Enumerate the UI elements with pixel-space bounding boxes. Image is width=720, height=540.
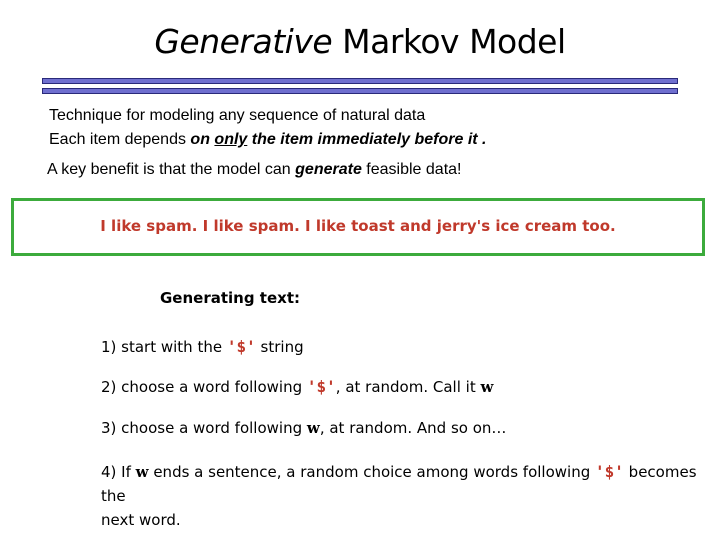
step-3 — [101, 419, 506, 437]
step-4-code: '$' — [595, 462, 624, 481]
step-2-mid: , at random. Call it — [335, 378, 481, 396]
intro-line-3 — [47, 161, 461, 179]
intro-line-1: Technique for modeling any sequence of natural data — [49, 107, 426, 124]
step-1-post: string — [255, 338, 304, 356]
title-divider-top — [42, 78, 678, 84]
generating-heading: Generating text: — [160, 289, 300, 307]
title-italic: Generative — [154, 22, 333, 61]
step-1-code: '$' — [226, 337, 256, 356]
slide-title — [0, 22, 720, 61]
step-3-post: , at random. And so on… — [319, 419, 507, 437]
intro-line-2-only: only — [214, 131, 248, 148]
step-4 — [101, 460, 713, 532]
intro-line-2-on: on — [190, 131, 215, 148]
step-1 — [101, 337, 304, 356]
step-4-w: w — [135, 463, 149, 481]
step-1-text: 1) start with the — [101, 338, 227, 356]
step-3-w: w — [306, 419, 320, 437]
intro-line-2-pre: Each item depends — [49, 131, 191, 148]
intro-line-3-pre: A key benefit is that the model can — [47, 161, 296, 178]
step-4-line-2: next word. — [101, 511, 181, 529]
step-2-w: w — [480, 378, 494, 396]
intro-line-2 — [49, 131, 486, 149]
intro-line-3-post: feasible data! — [361, 161, 462, 178]
intro-line-2-post: the item immediately before it . — [247, 131, 487, 148]
example-text: I like spam. I like spam. I like toast and jerry's ice cream too. — [100, 217, 616, 235]
step-2-text: 2) choose a word following — [101, 378, 307, 396]
step-4-text: 4) If — [101, 463, 136, 481]
step-4-post: becomes the — [101, 463, 697, 505]
title-rest: Markov Model — [332, 22, 566, 61]
step-2 — [101, 377, 493, 396]
example-text-box — [11, 198, 705, 256]
step-2-code: '$' — [306, 377, 336, 396]
title-divider-bottom — [42, 88, 678, 94]
step-3-text: 3) choose a word following — [101, 419, 307, 437]
step-4-mid: ends a sentence, a random choice among words following — [148, 463, 595, 481]
intro-line-3-generate: generate — [295, 161, 362, 178]
